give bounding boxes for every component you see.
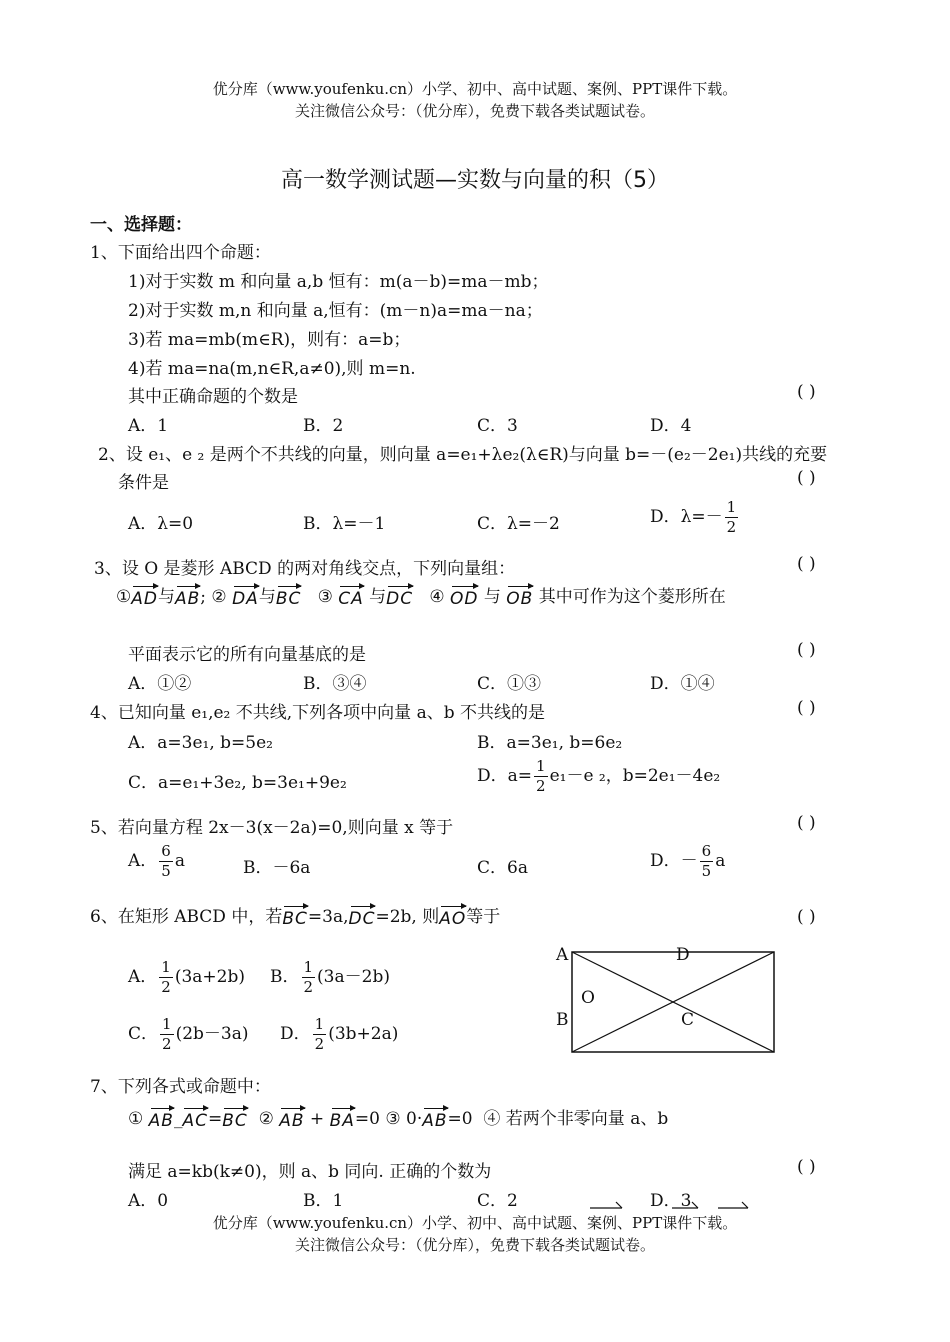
word-and: 与 [483,587,501,607]
q3-vector-groups [116,582,726,609]
footer-line-2: 关注微信公众号：（优分库），免费下载各类试题试卷。 [294,1236,655,1254]
q2-option-d-label: D．λ=－ [650,507,723,527]
equals-zero: =0 [354,1109,380,1129]
q6-option-b [270,958,390,997]
q7-option-a: A．0 [128,1191,169,1211]
vector-bc: BC [222,1105,248,1131]
q4-stem: 4、已知向量 e₁,e₂ 不共线,下列各项中向量 a、b 不共线的是 [90,703,546,723]
q2-option-d [650,498,740,537]
q1-option-d: D．4 [650,416,692,436]
fraction-den: 2 [161,978,171,996]
q1-prop-4: 4)若 ma=na(m,n∈R,a≠0),则 m=n. [128,359,416,379]
q7-items [128,1104,668,1131]
q2-stem-cont: 条件是 [118,473,169,493]
arrow-head [616,1202,622,1208]
q1-answer-paren: ( ) [797,382,816,402]
circled-1: ① [116,587,132,607]
q7-stem-cont: 满足 a=kb(k≠0)，则 a、b 同向. 正确的个数为 [128,1162,492,1182]
vector-ab: AB [149,1105,174,1131]
q3-answer-paren: ( ) [797,554,816,574]
q6-answer-paren: ( ) [797,907,816,927]
q4-option-a: A．a=3e₁, b=5e₂ [128,733,273,753]
section-heading: 一、选择题： [90,215,192,235]
vector-ac: AC [182,1105,208,1131]
plus-sign: + [309,1109,325,1129]
diagram-label-c: C [681,1010,695,1030]
q4-option-d-rest: e₁－e ₂，b=2e₁－4e₂ [549,766,721,786]
fraction [302,958,316,997]
vector-dc: DC [349,903,376,929]
q5-option-a-rest: a [174,851,185,871]
q1-prop-1: 1)对于实数 m 和向量 a,b 恒有：m(a－b)=ma－mb； [128,272,549,292]
q5-stem: 5、若向量方程 2x－3(x－2a)=0,则向量 x 等于 [90,818,454,838]
q3-option-a: A．①② [128,674,192,694]
vector-ca: CA [338,583,364,609]
fraction-num: 1 [303,958,314,976]
q6-eq1: =3a, [307,907,349,927]
q6-option-c-label: C． [128,1024,159,1044]
q5-option-a-label: A． [128,851,158,871]
fraction-num: 1 [162,1015,172,1033]
fraction-den: 2 [303,978,314,996]
q1-stem: 1、下面给出四个命题： [90,243,271,263]
q7-item-4: ④ 若两个非零向量 a、b [483,1109,669,1129]
q1-option-c: C．3 [477,416,518,436]
header-line-2: 关注微信公众号：（优分库），免费下载各类试题试卷。 [294,102,655,120]
q6-option-b-label: B． [270,967,300,987]
q5-option-d-label: D．－ [650,851,698,871]
q1-option-a: A．1 [128,416,169,436]
fraction [159,842,173,881]
minus-sign: _ [173,1109,183,1129]
arrow-head [742,1202,748,1208]
q2-answer-paren: ( ) [797,468,816,488]
q6-stem-pre: 6、在矩形 ABCD 中，若 [90,907,283,927]
fraction-den: 2 [162,1035,172,1053]
q4-option-b: B．a=3e₁, b=6e₂ [477,733,623,753]
q5-option-d [650,842,725,881]
q6-option-c [128,1015,248,1054]
diagram-label-a: A [556,945,569,965]
q1-ask: 其中正确命题的个数是 [128,387,298,407]
vector-da: DA [232,583,259,609]
q7-option-d: D．3 [650,1191,692,1211]
fraction [313,1015,327,1054]
stray-arrow-marks [588,1198,778,1212]
q2-option-a: A．λ=0 [128,514,194,534]
q2-stem: 2、设 e₁、e ₂ 是两个不共线的向量，则向量 a=e₁+λe₂(λ∈R)与向量 b=－(e₂－2e₁)共线的充要 [98,445,828,465]
q6-option-d-rest: (3b+2a) [328,1024,399,1044]
vector-dc: DC [386,583,413,609]
q5-answer-paren: ( ) [797,813,816,833]
circled-3: ③ [317,587,333,607]
vector-bc: BC [276,583,302,609]
fraction-num: 1 [726,498,737,516]
header-line-1: 优分库（www.youfenku.cn）小学、初中、高中试题、案例、PPT课件下载。 [212,80,738,98]
vector-ad: AD [131,583,158,609]
q1-option-b: B．2 [303,416,344,436]
q6-tail: 等于 [466,907,501,927]
fraction [725,498,739,537]
fraction-den: 2 [726,518,737,536]
q6-option-c-rest: (2b－3a) [175,1024,249,1044]
q6-stem [90,902,500,929]
q2-option-b: B．λ=－1 [303,514,386,534]
equals-sign: = [207,1109,223,1129]
q7-option-b: B．1 [303,1191,344,1211]
q4-answer-paren: ( ) [797,698,816,718]
zero-dot: 0· [406,1109,423,1129]
circled-4: ④ [429,587,445,607]
footer-line-1: 优分库（www.youfenku.cn）小学、初中、高中试题、案例、PPT课件下载。 [212,1214,738,1232]
page-title: 高一数学测试题—实数与向量的积（5） [281,168,669,193]
q6-eq2: =2b, 则 [375,907,440,927]
q3-tail: 其中可作为这个菱形所在 [538,587,726,607]
q5-option-d-rest: a [715,851,726,871]
vector-ab: AB [175,583,200,609]
fraction-den: 5 [161,862,171,880]
q3-option-c: C．①③ [477,674,542,694]
fraction [160,1015,174,1054]
q3-stem-cont: 平面表示它的所有向量基底的是 [128,645,366,665]
fraction-num: 6 [701,842,712,860]
q1-prop-2: 2)对于实数 m,n 和向量 a,恒有：(m－n)a=ma－na； [128,301,543,321]
equals-zero: =0 [447,1109,473,1129]
q7-option-c: C．2 [477,1191,518,1211]
fraction-num: 1 [536,757,546,775]
q7-stem: 7、下列各式或命题中： [90,1077,271,1097]
q4-option-d-label: D．a= [477,766,533,786]
vector-bc: BC [282,903,308,929]
word-and: 与 [258,587,276,607]
arrow-head [692,1202,698,1208]
word-and: 与 [369,587,387,607]
fraction-num: 1 [161,958,171,976]
vector-ba: BA [330,1105,355,1131]
q6-option-a-rest: (3a+2b) [174,967,245,987]
vector-od: OD [450,583,478,609]
q3-stem: 3、设 O 是菱形 ABCD 的两对角线交点，下列向量组： [94,559,516,579]
q4-option-d [477,757,720,796]
q3-option-d: D．①④ [650,674,715,694]
q6-option-d [280,1015,398,1054]
fraction [700,842,714,881]
word-and: 与 [157,587,175,607]
q6-option-d-label: D． [280,1024,311,1044]
fraction [534,757,548,796]
circled-2: ② [258,1109,274,1129]
fraction-num: 1 [314,1015,325,1033]
q7-answer-paren: ( ) [797,1157,816,1177]
separator: ; [200,587,207,607]
q2-option-c: C．λ=－2 [477,514,560,534]
q1-prop-3: 3)若 ma=mb(m∈R)，则有：a=b； [128,330,411,350]
q6-option-b-rest: (3a－2b) [317,967,390,987]
fraction-den: 5 [701,862,712,880]
q3-option-b: B．③④ [303,674,367,694]
vector-ob: OB [506,583,533,609]
circled-1: ① [128,1109,144,1129]
diagram-label-d: D [676,945,690,965]
circled-2: ② [211,587,227,607]
fraction-den: 2 [314,1035,325,1053]
q4-option-c: C．a=e₁+3e₂, b=3e₁+9e₂ [128,773,347,793]
diagram-label-o: O [581,988,595,1008]
vector-ab: AB [422,1105,447,1131]
fraction [159,958,173,997]
fraction-num: 6 [161,842,171,860]
q5-option-a [128,842,185,881]
fraction-den: 2 [536,777,546,795]
q5-option-c: C．6a [477,858,528,878]
vector-ab: AB [279,1105,304,1131]
q5-option-b: B．－6a [243,858,311,878]
vector-ao: AO [439,903,466,929]
circled-3: ③ [385,1109,401,1129]
q3-answer-paren-2: ( ) [797,640,816,660]
q6-option-a [128,958,245,997]
q6-option-a-label: A． [128,967,158,987]
diagram-label-b: B [556,1010,569,1030]
